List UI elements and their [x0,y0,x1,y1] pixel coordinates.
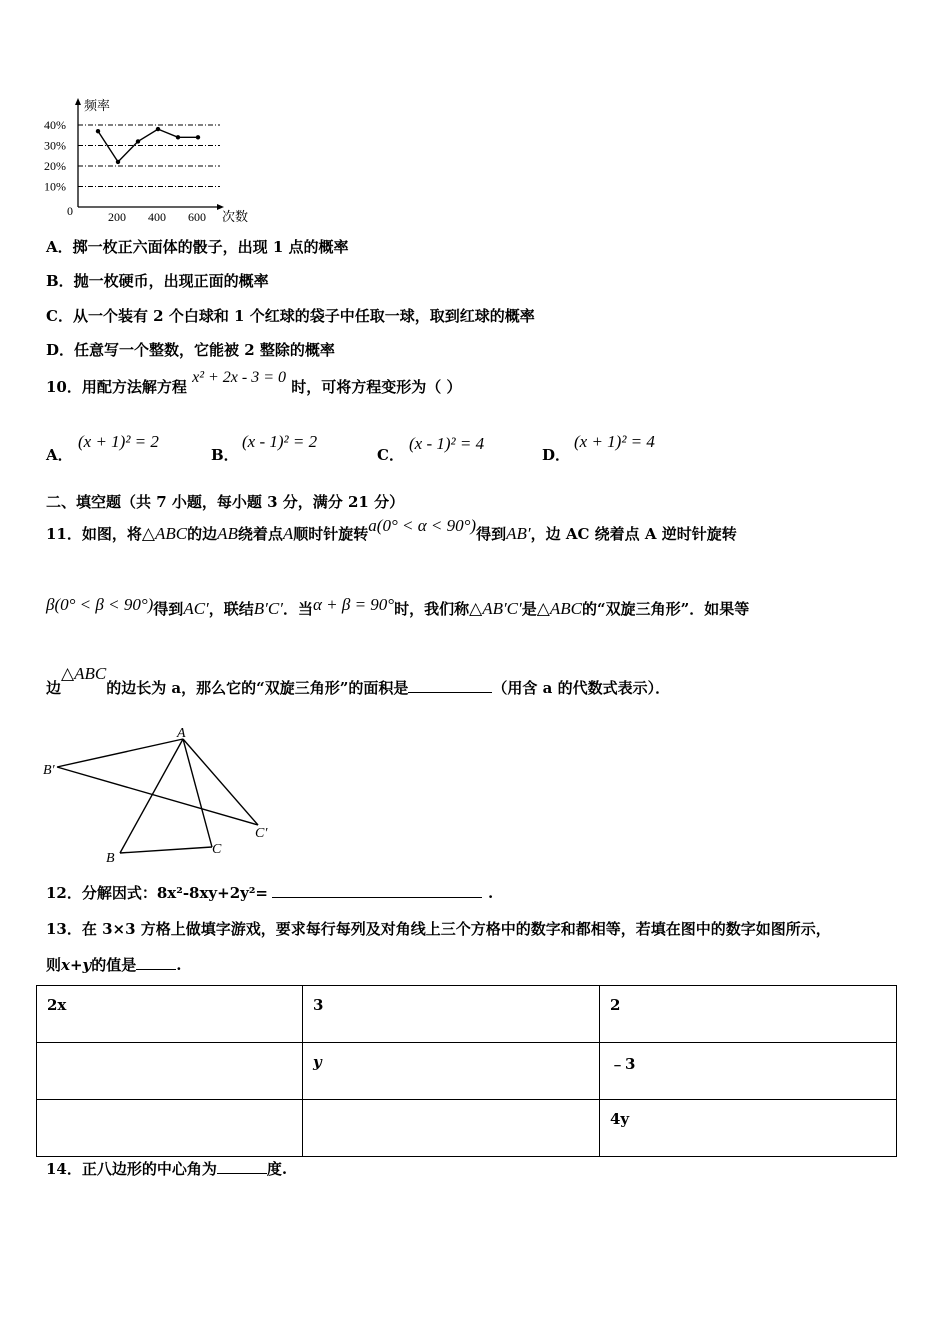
q11-triangle: △AB′C′ [469,599,522,618]
q11-point: A [282,524,294,543]
x-tick-label: 400 [148,210,166,224]
q11-text: 11．如图，将 [46,525,142,543]
q11-condition: α + β = 90° [312,595,395,614]
q10-option-c-label: C． [377,446,404,464]
q11-text: ，联结 [208,600,254,618]
q13-text: 的值是 [91,956,137,974]
q13-line1: 13．在 3×3 方格上做填字游戏，要求每行每列及对角线上三个方格中的数字和都相等，若填在图中的数字如图所示， [46,920,831,938]
q11-text: （用含 a 的代数式表示）． [492,679,671,697]
q13-line2 [46,954,182,975]
q11-triangle: △ABC [61,664,107,683]
y-tick-label: 40% [44,118,66,132]
q11-text: 得到 [153,600,184,618]
q9-option-b: B．抛一枚硬币，出现正面的概率 [46,272,269,290]
label-a: A [177,726,186,741]
grid-cell [37,1100,303,1157]
q9-option-c: C．从一个装有 2 个白球和 1 个红球的袋子中任取一球，取到红球的概率 [46,307,535,325]
q10-stem [46,369,462,397]
grid-cell [37,1043,303,1100]
x-axis-label: 次数 [222,209,249,224]
q10-option-d-expr: (x + 1)² = 4 [574,432,655,451]
q14-answer-blank[interactable] [217,1159,267,1174]
q10-option-b-label: B． [211,446,239,464]
q11-text: 的“双旋三角形”．如果等 [581,600,750,618]
label-b: B [106,851,115,866]
q11-text: 时，我们称 [394,600,470,618]
q11-text: 绕着点 [237,525,283,543]
q11-line3 [46,664,671,698]
data-point [116,160,120,164]
q11-segment: AC′ [183,599,209,618]
q12-end: . [488,884,494,902]
q13-end: . [176,956,182,974]
q11-text: 得到 [476,525,507,543]
rotation-figure [40,722,280,872]
q10-suffix: 时，可将方程变形为（ ） [291,378,462,396]
q14-text: 度. [266,1160,288,1178]
q11-text: 是 [521,600,537,618]
q11-alpha-range: a(0° < α < 90°) [368,516,477,535]
table-row [37,1043,897,1100]
data-point [96,129,100,133]
magic-square-grid [36,985,897,1157]
segment-ab [120,739,183,853]
q11-line2 [46,595,750,619]
grid-cell: 4y [600,1100,897,1157]
frequency-chart [40,95,265,230]
q11-text: ．当 [282,600,313,618]
q11-text: 的边 [187,525,218,543]
label-b-prime: B′ [43,763,55,778]
q14-text: 14．正八边形的中心角为 [46,1160,217,1178]
q10-option-b-expr: (x - 1)² = 2 [242,432,318,451]
y-tick-label: 30% [44,138,66,153]
y-axis-arrow [75,98,81,105]
q12-answer-blank[interactable] [272,883,482,898]
segment-bc [120,847,212,853]
q12 [46,882,493,903]
label-c: C [212,842,222,857]
q10-option-d-label: D． [542,446,571,464]
q14 [46,1158,287,1179]
data-point [136,139,140,143]
grid-cell: 3 [303,986,600,1043]
y-tick-label: 10% [44,179,66,194]
grid-cell: y [303,1043,600,1100]
q11-line1 [46,516,737,544]
q11-text: ，边 AC 绕着点 A 逆时针旋转 [530,525,737,543]
q10-option-c-expr: (x - 1)² = 4 [409,434,485,453]
q11-segment: AB′ [506,524,531,543]
data-point [176,135,180,139]
label-c-prime: C′ [255,826,268,841]
q12-text: 12．分解因式：8x²-8xy+2y²= [46,884,269,902]
q11-text: 顺时针旋转 [293,525,369,543]
q11-triangle: △ABC [141,524,188,543]
data-point [156,127,160,131]
q11-segment: B′C′ [253,599,283,618]
table-row [37,1100,897,1157]
q13-answer-blank[interactable] [136,955,176,970]
q13-variable: x+y [61,956,92,974]
grid-cell: 2 [600,986,897,1043]
data-point [196,135,200,139]
y-tick-label: 20% [44,159,66,173]
q11-text: 的边长为 a，那么它的“双旋三角形”的面积是 [106,679,409,697]
q11-text: 边 [46,679,62,697]
q11-beta-range: β(0° < β < 90°) [46,595,154,614]
origin-label: 0 [67,204,73,218]
x-tick-label: 200 [108,210,126,224]
q10-option-a-expr: (x + 1)² = 2 [78,432,159,451]
q9-option-a: A．掷一枚正六面体的骰子，出现 1 点的概率 [46,238,349,256]
grid-cell [303,1100,600,1157]
q13-text: 则 [46,956,62,974]
grid-cell: ﹣3 [600,1043,897,1100]
q10-equation: x² + 2x - 3 = 0 [192,369,287,386]
q10-option-a-label: A． [46,446,73,464]
q9-option-d: D．任意写一个整数，它能被 2 整除的概率 [46,341,335,359]
q11-segment: AB [217,524,238,543]
segment-b-prime-c-prime [57,767,258,825]
q10-prefix: 10．用配方法解方程 [46,378,187,396]
segment-ab-prime [57,739,183,767]
section-2-title: 二、填空题（共 7 小题，每小题 3 分，满分 21 分） [46,493,405,511]
table-row [37,986,897,1043]
q11-answer-blank[interactable] [408,678,492,693]
grid-cell: 2x [37,986,303,1043]
x-tick-label: 600 [188,210,206,224]
q11-triangle: △ABC [536,599,582,618]
y-axis-label: 频率 [84,98,111,113]
